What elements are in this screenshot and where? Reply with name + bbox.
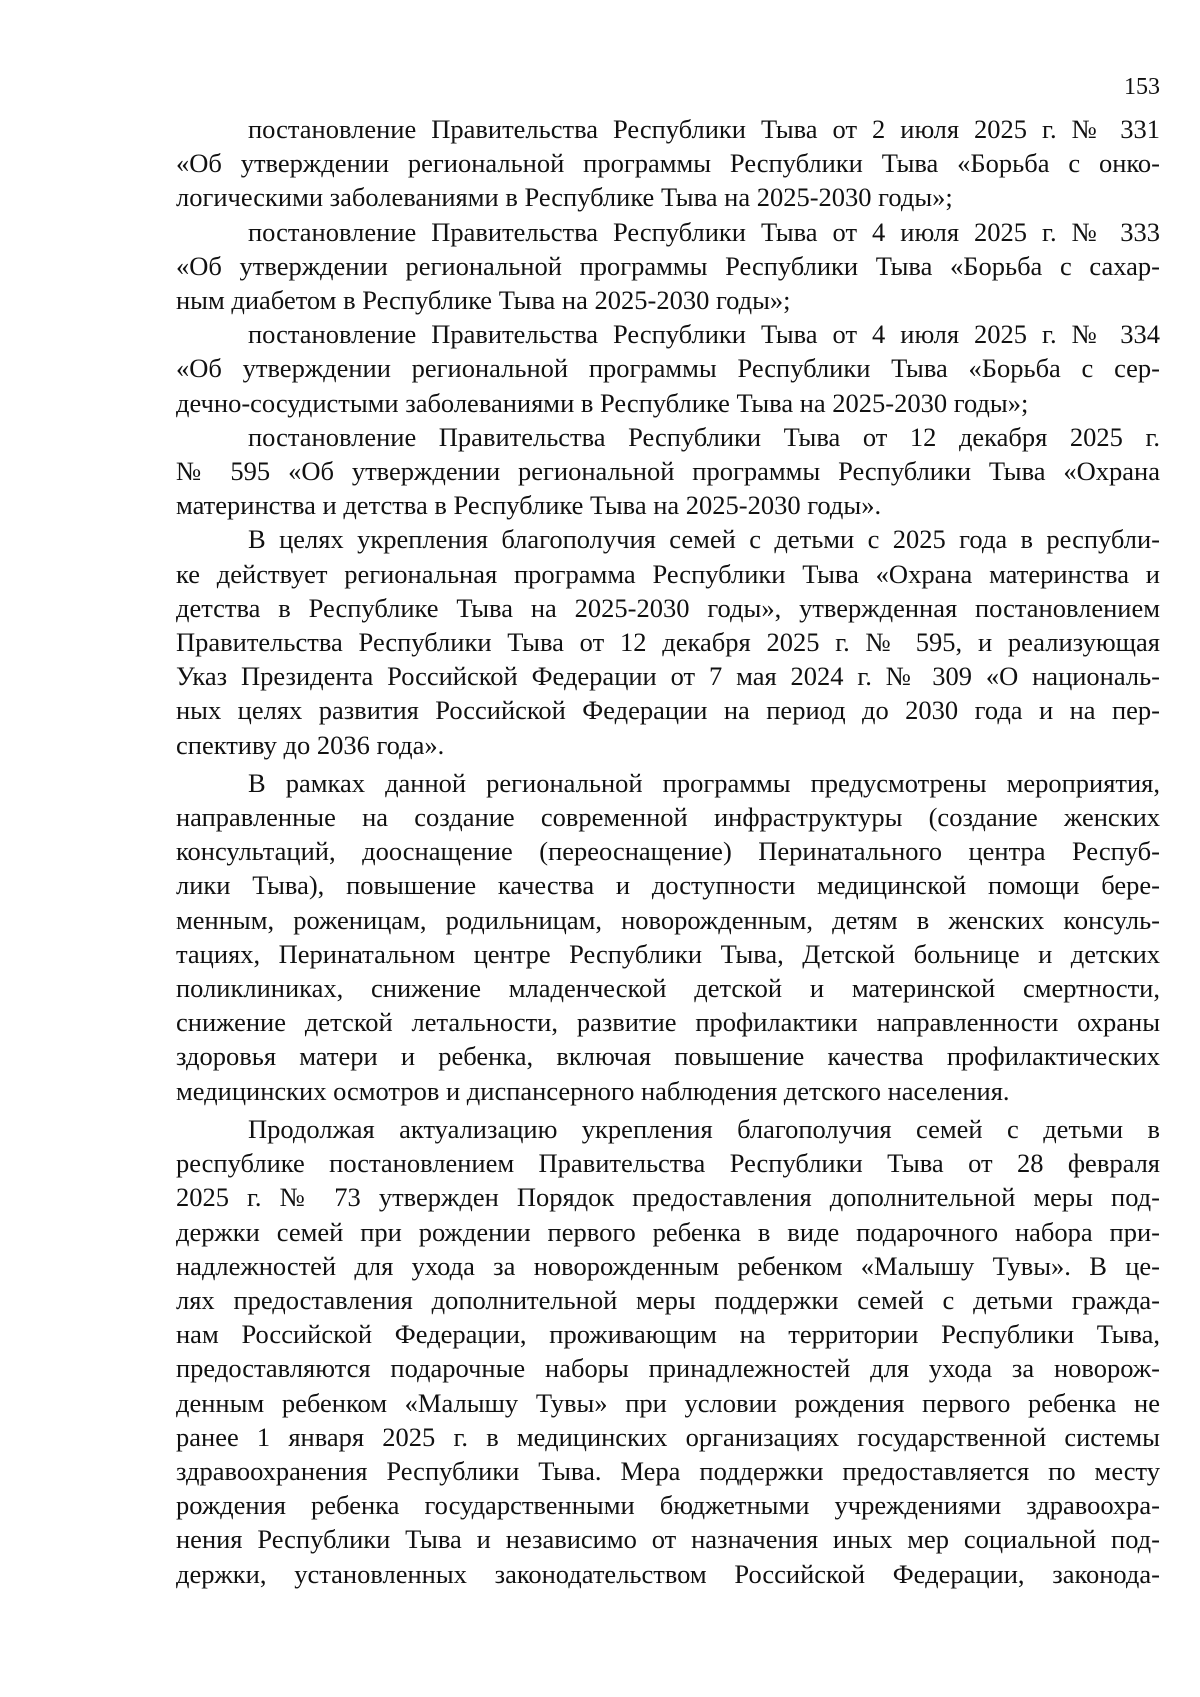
paragraph-resolution-333 [176, 215, 1160, 318]
text-line: логическими заболеваниями в Республике Тыва на 2025-2030 годы»; [176, 182, 953, 213]
text-line: Указ Президента Российской Федерации от 7 мая 2024 г. № 309 «О националь- [176, 661, 1160, 692]
text-line: рождения ребенка государственными бюджетными учреждениями здравоохра- [176, 1490, 1160, 1521]
text-line: дечно-сосудистыми заболеваниями в Республике Тыва на 2025-2030 годы»; [176, 387, 1029, 418]
paragraph-resolution-595 [176, 420, 1160, 523]
text-line: здоровья матери и ребенка, включая повышение качества профилактических [176, 1041, 1160, 1072]
paragraph-family-wellbeing [176, 522, 1160, 761]
text-line: надлежностей для ухода за новорожденным ребенком «Малышу Тувы». В це- [176, 1250, 1160, 1281]
text-line: Продолжая актуализацию укрепления благополучия семей с детьми в [248, 1113, 1160, 1144]
text-line: лики Тыва), повышение качества и доступности медицинской помощи бере- [176, 870, 1160, 901]
text-line: поликлиниках, снижение младенческой детской и материнской смертности, [176, 973, 1160, 1004]
text-line: спективу до 2036 года». [176, 729, 445, 760]
text-line: предоставляются подарочные наборы принадлежностей для ухода за новорож- [176, 1353, 1160, 1384]
text-line: направленные на создание современной инфраструктуры (создание женских [176, 802, 1160, 833]
text-line: нам Российской Федерации, проживающим на территории Республики Тыва, [176, 1319, 1160, 1350]
text-line: менным, роженицам, родильницам, новорожденным, детям в женских консуль- [176, 904, 1160, 935]
text-line: ным диабетом в Республике Тыва на 2025-2030 годы»; [176, 285, 791, 316]
text-line: медицинских осмотров и диспансерного наблюдения детского населения. [176, 1075, 1010, 1106]
text-line: тациях, Перинатальном центре Республики Тыва, Детской больнице и детских [176, 938, 1160, 969]
text-line: материнства и детства в Республике Тыва на 2025-2030 годы». [176, 490, 882, 521]
text-line: ранее 1 января 2025 г. в медицинских организациях государственной системы [176, 1421, 1160, 1452]
text-line: республике постановлением Правительства Республики Тыва от 28 февраля [176, 1148, 1160, 1179]
text-line: В целях укрепления благополучия семей с детьми с 2025 года в республи- [248, 524, 1160, 555]
text-line: нения Республики Тыва и независимо от назначения иных мер социальной под- [176, 1524, 1160, 1555]
text-line: постановление Правительства Республики Тыва от 2 июля 2025 г. № 331 [248, 114, 1160, 144]
text-line: «Об утверждении региональной программы Республики Тыва «Борьба с онко- [176, 148, 1160, 179]
text-line: постановление Правительства Республики Тыва от 12 декабря 2025 г. [248, 421, 1160, 452]
text-line: детства в Республике Тыва на 2025-2030 годы», утвержденная постановлением [176, 592, 1160, 623]
text-line: здравоохранения Республики Тыва. Мера поддержки предоставляется по месту [176, 1455, 1160, 1486]
text-line: постановление Правительства Республики Тыва от 4 июля 2025 г. № 333 [248, 216, 1160, 247]
text-line: консультаций, дооснащение (переоснащение) Перинатального центра Респуб- [176, 836, 1160, 867]
paragraph-resolution-334 [176, 317, 1160, 420]
text-line: Правительства Республики Тыва от 12 декабря 2025 г. № 595, и реализующая [176, 627, 1160, 658]
paragraph-program-measures [176, 766, 1160, 1108]
text-line: В рамках данной региональной программы предусмотрены мероприятия, [248, 767, 1160, 798]
text-line: «Об утверждении региональной программы Республики Тыва «Борьба с сер- [176, 353, 1160, 384]
document-body [176, 112, 1160, 1591]
text-line: лях предоставления дополнительной меры поддержки семей с детьми гражда- [176, 1284, 1160, 1315]
text-line: держки семей при рождении первого ребенка в виде подарочного набора при- [176, 1216, 1160, 1247]
text-line: ных целях развития Российской Федерации на период до 2030 года и на пер- [176, 695, 1160, 726]
text-line: денным ребенком «Малышу Тувы» при условии рождения первого ребенка не [176, 1387, 1160, 1418]
text-line: № 595 «Об утверждении региональной программы Республики Тыва «Охрана [176, 456, 1160, 487]
text-line: ке действует региональная программа Республики Тыва «Охрана материнства и [176, 558, 1160, 589]
text-line: «Об утверждении региональной программы Республики Тыва «Борьба с сахар- [176, 250, 1160, 281]
page-number: 153 [1124, 74, 1160, 100]
text-line: снижение детской летальности, развитие профилактики направленности охраны [176, 1007, 1160, 1038]
paragraph-resolution-331 [176, 112, 1160, 215]
text-line: постановление Правительства Республики Тыва от 4 июля 2025 г. № 334 [248, 319, 1160, 350]
text-line: держки, установленных законодательством Российской Федерации, законода- [176, 1558, 1160, 1589]
paragraph-gift-set [176, 1112, 1160, 1591]
text-line: 2025 г. № 73 утвержден Порядок предоставления дополнительной меры под- [176, 1182, 1160, 1213]
